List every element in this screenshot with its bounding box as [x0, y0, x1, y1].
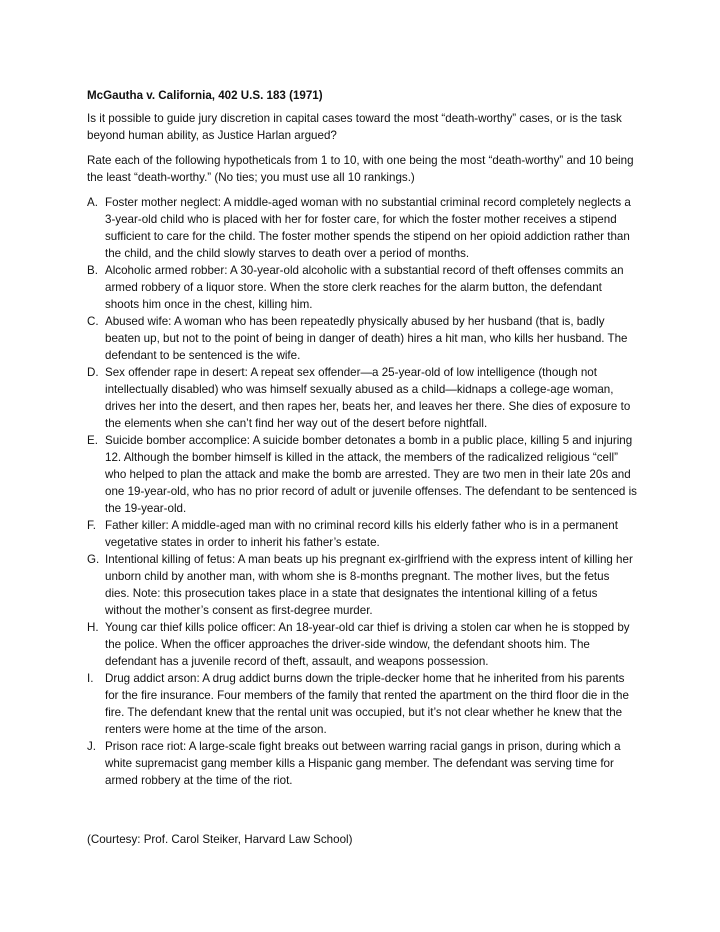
item-text: Intentional killing of fetus: A man beats up his pregnant ex-girlfriend with the express intent of killing her unborn child by another man, with whom she is 8-months pregnant. The mother lives, but the fetus dies. Note: this prosecution takes place in a state that designates the intentional killing of a fetus without the mother’s consent as first-degree murder. — [105, 553, 633, 617]
instructions-paragraph: Rate each of the following hypotheticals from 1 to 10, with one being the most “death-worthy” and 10 being the least “death-worthy.” (No ties; you must use all 10 rankings.) — [87, 154, 634, 184]
item-text: Prison race riot: A large-scale fight breaks out between warring racial gangs in prison, during which a white supremacist gang member kills a Hispanic gang member. The defendant was serving time for armed robbery at the time of the riot. — [105, 740, 621, 787]
item-letter: G. — [87, 553, 100, 566]
document-title: McGautha v. California, 402 U.S. 183 (1971) — [87, 89, 323, 102]
hypotheticals-list — [87, 194, 637, 789]
list-item-d — [87, 364, 637, 432]
list-item-a — [87, 194, 637, 262]
item-letter: A. — [87, 196, 98, 209]
item-letter: B. — [87, 264, 98, 277]
courtesy-note: (Courtesy: Prof. Carol Steiker, Harvard Law School) — [87, 833, 353, 846]
item-letter: H. — [87, 621, 99, 634]
list-item-c — [87, 313, 637, 364]
item-text: Foster mother neglect: A middle-aged woman with no substantial criminal record completely neglects a 3-year-old child who is placed with her for foster care, for which the foster mother receives a stipend sufficient to care for the child. The foster mother spends the stipend on her opioid addiction rather than the child, and the child slowly starves to death over a period of months. — [105, 196, 631, 260]
item-letter: D. — [87, 366, 99, 379]
item-letter: I. — [87, 672, 94, 685]
item-letter: J. — [87, 740, 97, 753]
document-body — [87, 87, 637, 789]
list-item-f — [87, 517, 637, 551]
item-text: Abused wife: A woman who has been repeatedly physically abused by her husband (that is, badly beaten up, but not to the point of being in danger of death) hires a hit man, who kills her husband. The defendant to be sentenced is the wife. — [105, 315, 628, 362]
item-letter: C. — [87, 315, 99, 328]
item-text: Young car thief kills police officer: An 18-year-old car thief is driving a stolen car when he is stopped by the police. When the officer approaches the driver-side window, the defendant shoots him. The defendant has a juvenile record of theft, assault, and weapons possession. — [105, 621, 630, 668]
list-item-b — [87, 262, 637, 313]
list-item-j — [87, 738, 637, 789]
list-item-g — [87, 551, 637, 619]
list-item-e — [87, 432, 637, 517]
list-item-h — [87, 619, 637, 670]
list-item-i — [87, 670, 637, 738]
item-text: Drug addict arson: A drug addict burns down the triple-decker home that he inherited from his parents for the fire insurance. Four members of the family that rented the apartment on the third floor die in the fire. The defendant knew that the rental unit was occupied, but it’s not clear whether he knew that the renters were home at the time of the arson. — [105, 672, 629, 736]
item-text: Father killer: A middle-aged man with no criminal record kills his elderly father who is in a permanent vegetative states in order to inherit his father’s estate. — [105, 519, 618, 549]
item-letter: F. — [87, 519, 97, 532]
question-paragraph: Is it possible to guide jury discretion in capital cases toward the most “death-worthy” cases, or is the task beyond human ability, as Justice Harlan argued? — [87, 112, 622, 142]
item-text: Sex offender rape in desert: A repeat sex offender—a 25-year-old of low intelligence (though not intellectually disabled) who was himself sexually abused as a child—kidnaps a college-age woman, drives her into the desert, and then rapes her, beats her, and leaves her there. She dies of exposure to the elements when she can’t find her way out of the desert before nightfall. — [105, 366, 631, 430]
item-text: Suicide bomber accomplice: A suicide bomber detonates a bomb in a public place, killing 5 and injuring 12. Although the bomber himself is killed in the attack, the members of the radicalized religious “cell” who helped to plan the attack and make the bomb are arrested. They are two men in their late 20s and one 19-year-old, who has no prior record of adult or juvenile offenses. The defendant to be sentenced is the 19-year-old. — [105, 434, 637, 515]
item-text: Alcoholic armed robber: A 30-year-old alcoholic with a substantial record of theft offenses commits an armed robbery of a liquor store. When the store clerk reaches for the alarm button, the defendant shoots him once in the chest, killing him. — [105, 264, 624, 311]
item-letter: E. — [87, 434, 98, 447]
